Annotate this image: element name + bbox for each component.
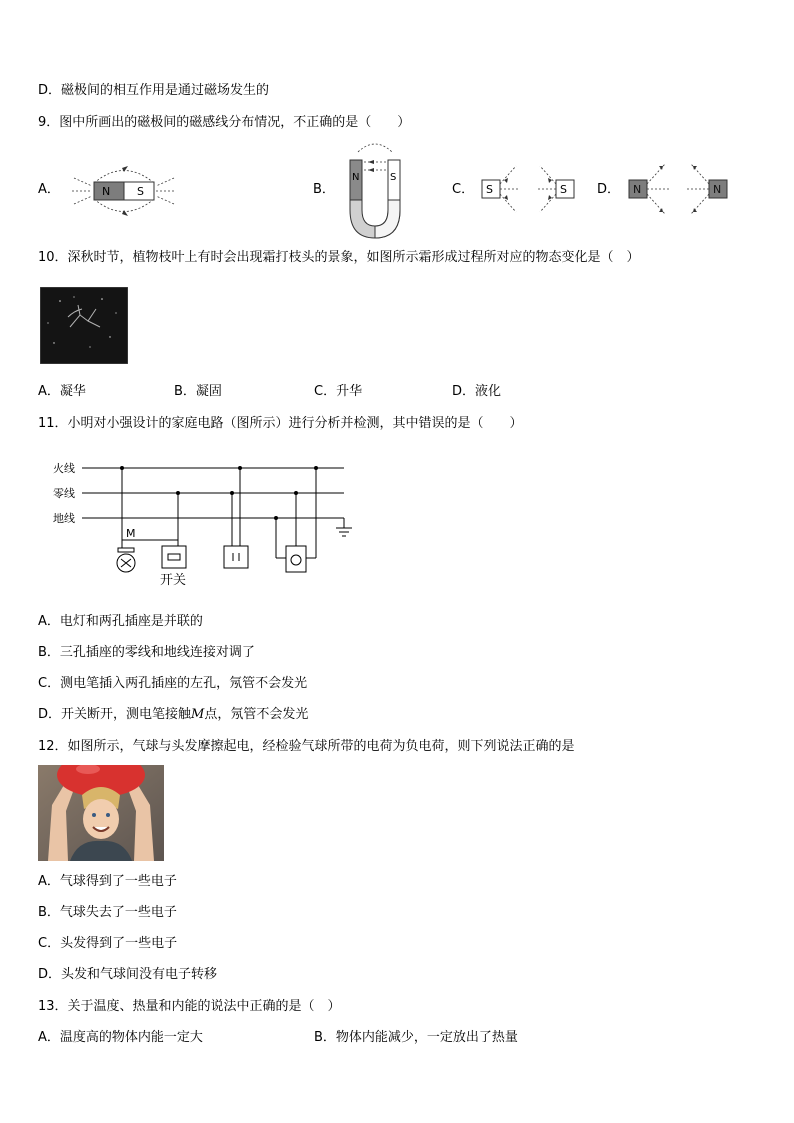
q9-figure-c xyxy=(478,158,578,218)
q11-option-d-tail: 点，氖管不会发光 xyxy=(204,707,309,722)
q11-option-b: B．三孔插座的零线和地线连接对调了 xyxy=(38,645,255,660)
q10-option-c: C．升华 xyxy=(314,384,363,399)
q11-stem: 11．小明对小强设计的家庭电路（图所示）进行分析并检测，其中错误的是（ ） xyxy=(38,416,523,431)
neutral-wire-label: 零线 xyxy=(53,487,75,500)
q9-label-d: D． xyxy=(597,182,621,197)
q12-option-a: A．气球得到了一些电子 xyxy=(38,874,177,889)
q13-stem: 13．关于温度、热量和内能的说法中正确的是（ ） xyxy=(38,999,341,1014)
q10-stem: 10．深秋时节，植物枝叶上有时会出现霜打枝头的景象，如图所示霜形成过程所对应的物态变化是（ ） xyxy=(38,250,640,265)
q11-option-d-text: D．开关断开，测电笔接触 xyxy=(38,707,192,722)
q9-figure-b xyxy=(340,140,410,244)
q9a-s-pole: S xyxy=(137,185,144,198)
q10-option-d: D．液化 xyxy=(452,384,502,399)
q9d-right-pole: N xyxy=(713,183,722,196)
live-wire-label: 火线 xyxy=(53,462,75,475)
q9-label-b: B． xyxy=(313,182,335,197)
switch-label: 开关 xyxy=(160,573,187,588)
q12-option-c: C．头发得到了一些电子 xyxy=(38,936,178,951)
ground-wire-label: 地线 xyxy=(53,512,75,525)
q10-option-b: B．凝固 xyxy=(174,384,222,399)
q11-option-c: C．测电笔插入两孔插座的左孔，氖管不会发光 xyxy=(38,676,308,691)
q9b-s-pole: S xyxy=(390,172,397,183)
q13-option-b: B．物体内能减少，一定放出了热量 xyxy=(314,1030,518,1045)
frost-branch-photo xyxy=(40,287,128,364)
q10-option-a: A．凝华 xyxy=(38,384,86,399)
q9-label-c: C． xyxy=(452,182,475,197)
q13-option-a: A．温度高的物体内能一定大 xyxy=(38,1030,203,1045)
q9-stem: 9．图中所画出的磁极间的磁感线分布情况，不正确的是（ ） xyxy=(38,115,411,130)
q8-option-d: D．磁极间的相互作用是通过磁场发生的 xyxy=(38,83,270,98)
balloon-hair-photo xyxy=(38,765,164,861)
q12-stem: 12．如图所示，气球与头发摩擦起电，经检验气球所带的电荷为负电荷，则下列说法正确的是 xyxy=(38,739,575,754)
q11-option-a: A．电灯和两孔插座是并联的 xyxy=(38,614,203,629)
q9d-left-pole: N xyxy=(633,183,642,196)
q9b-n-pole: N xyxy=(352,172,360,183)
point-m-label: M xyxy=(126,527,136,540)
q11-option-d xyxy=(38,706,308,724)
q9-figure-d xyxy=(623,158,733,218)
home-circuit-diagram xyxy=(50,456,360,592)
q12-option-b: B．气球失去了一些电子 xyxy=(38,905,177,920)
q9-figure-a xyxy=(64,158,184,224)
q12-option-d: D．头发和气球间没有电子转移 xyxy=(38,967,218,982)
q11-option-d-var: M xyxy=(191,707,205,722)
q9a-n-pole: N xyxy=(102,185,111,198)
q9c-right-pole: S xyxy=(560,183,567,196)
q9c-left-pole: S xyxy=(486,183,493,196)
q9-label-a: A． xyxy=(38,182,60,197)
